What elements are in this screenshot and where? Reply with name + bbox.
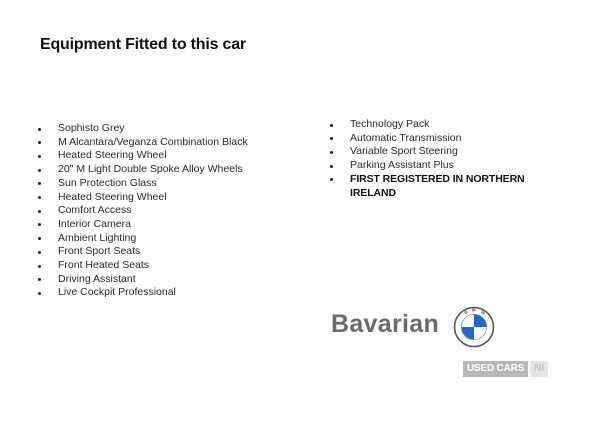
list-item [328,118,548,132]
equipment-list-left [36,122,306,300]
bullet-icon [330,137,333,140]
page-title: Equipment Fitted to this car [40,36,246,53]
list-item-label: Variable Sport Steering [350,145,458,158]
list-item [36,259,306,273]
list-item [36,163,306,177]
svg-text:W: W [479,309,487,316]
bullet-icon [38,278,41,281]
list-item-label: Front Sport Seats [58,245,141,258]
list-item [36,204,306,218]
bullet-icon [38,223,41,226]
list-item [36,122,306,136]
badge-used-cars: USED CARS [463,361,528,377]
bullet-icon [38,210,41,213]
list-item [36,245,306,259]
list-item-label: Technology Pack [350,118,430,130]
list-item [328,145,548,159]
list-item [36,232,306,246]
bmw-roundel-icon [453,306,495,348]
bullet-icon [330,165,333,168]
badge-region: NI [530,361,548,377]
bullet-icon [330,178,333,181]
list-item-label: Driving Assistant [58,272,136,285]
list-item-label: Ambient Lighting [58,231,137,244]
list-item [36,273,306,287]
list-item-label: Sophisto Grey [58,122,125,134]
list-item-label: Automatic Transmission [350,131,462,144]
bullet-icon [38,169,41,172]
list-item [328,132,548,146]
svg-text:M: M [472,307,476,313]
bullet-icon [38,196,41,199]
dealer-name: Bavarian [331,310,440,338]
bullet-icon [38,251,41,254]
list-item [36,149,306,163]
list-item-label: M Alcantara/Veganza Combination Black [58,135,248,148]
list-item [36,177,306,191]
bullet-icon [330,124,333,127]
list-item-label: Parking Assistant Plus [350,159,454,172]
list-item-label: 20" M Light Double Spoke Alloy Wheels [58,163,243,176]
equipment-list-right [328,118,548,200]
bullet-icon [38,182,41,185]
svg-text:B: B [463,309,469,316]
list-item [36,218,306,232]
dealer-branding [331,306,501,352]
list-item-label: Sun Protection Glass [58,176,157,189]
list-item-label: Live Cockpit Professional [58,286,176,299]
list-item-label: Interior Camera [58,217,131,230]
bullet-icon [38,237,41,240]
list-item [328,159,548,173]
bullet-icon [38,128,41,131]
bullet-icon [38,292,41,295]
list-item-label: FIRST REGISTERED IN NORTHERN IRELAND [350,172,525,199]
list-item-label: Heated Steering Wheel [58,190,167,203]
list-item-label: Comfort Access [58,204,132,217]
list-item [36,136,306,150]
list-item [36,286,306,300]
list-item [36,191,306,205]
list-item-label: Heated Steering Wheel [58,149,167,162]
list-item-highlight [328,173,548,200]
list-item-label: Front Heated Seats [58,259,150,272]
bullet-icon [38,155,41,158]
bullet-icon [330,151,333,154]
bullet-icon [38,265,41,268]
bullet-icon [38,141,41,144]
used-cars-ni-badge [463,361,548,377]
